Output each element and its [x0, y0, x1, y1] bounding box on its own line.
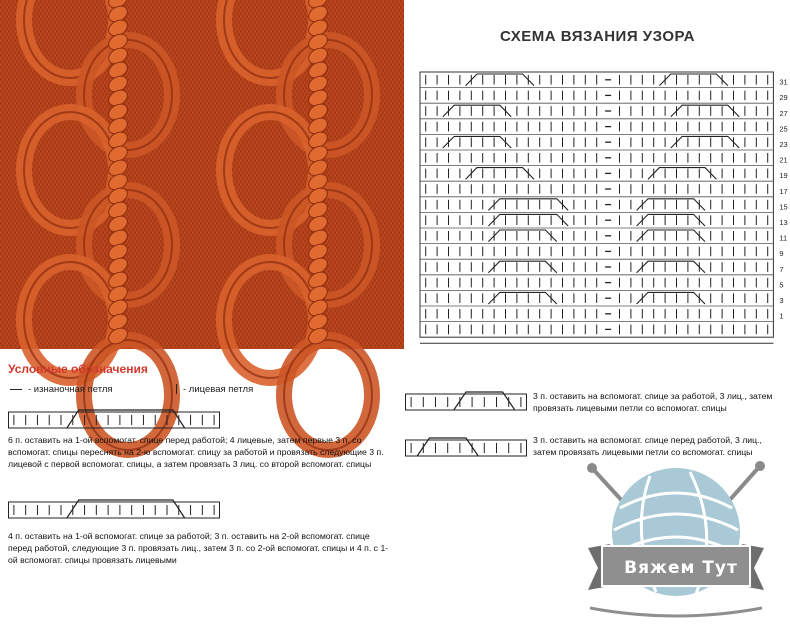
knitted-pattern-photo — [0, 0, 404, 349]
row-number: 3 — [779, 296, 784, 305]
row-number: 29 — [779, 93, 788, 103]
knit-label: - лицевая петля — [183, 384, 254, 395]
row-number: 9 — [779, 249, 784, 259]
row-number: 1 — [779, 311, 784, 321]
row-number: 27 — [779, 108, 788, 118]
cable-4x6-description: 4 п. оставить на 1-ой вспомогат. спице за работой; 3 п. оставить на 2-ой вспомогат. спице перед работой, следующие 3 п. провязать лиц., затем 3 п. со 2-ой вспомогат. спицы и 4 п. с 1-ой вспомогат. спицы провязать лицевыми — [8, 531, 389, 565]
row-number: 13 — [779, 218, 788, 227]
legend-title: Условные обозначения — [8, 362, 148, 376]
cable-symbol-4x6 — [8, 496, 220, 520]
row-number: 15 — [779, 202, 788, 212]
row-number: 19 — [779, 171, 788, 181]
purl-label: - изнаночная петля — [28, 384, 113, 395]
cable-symbol-3x3-back — [405, 388, 527, 412]
logo-text: Вяжем Тут — [624, 558, 738, 578]
cable-symbol-3x3-front — [405, 434, 527, 458]
cable-3x3-back-description: 3 п. оставить на вспомогат. спице за работой, 3 лиц., затем провязать лицевыми петли со вспомогат. спицы — [533, 391, 773, 413]
cable-6x4-description: 6 п. оставить на 1-ой вспомогат. спице перед работой; 4 лицевые, затем первые 3 п. со вспомогат. спицы переснять на 2-ю вспомогат. спицу за работой и провязать следующие 3 п. лицевой с первой вспомогат. спицы, а затем провязать 3 лиц. со второй вспомогат. спицы — [8, 435, 384, 469]
row-number: 7 — [779, 264, 784, 274]
row-number: 11 — [779, 233, 788, 243]
purl-legend — [10, 384, 113, 395]
row-number: 23 — [779, 140, 788, 149]
knit-legend — [176, 384, 253, 395]
chart-title: СХЕМА ВЯЗАНИЯ УЗОРА — [499, 28, 695, 45]
knitting-chart — [410, 64, 788, 354]
knit-symbol — [176, 384, 177, 394]
row-number: 21 — [779, 155, 788, 165]
row-number: 31 — [779, 77, 788, 87]
cable-3x3-front-description: 3 п. оставить на вспомогат. спице перед работой, 3 лиц., затем провязать лицевыми петли со вспомогат. спицы — [533, 435, 762, 457]
cable-symbol-6x4 — [8, 406, 220, 430]
row-number: 17 — [779, 186, 788, 196]
logo-yarn-ball — [570, 448, 782, 620]
row-number: 25 — [779, 124, 788, 134]
row-number: 5 — [779, 280, 784, 290]
purl-symbol — [10, 389, 22, 390]
